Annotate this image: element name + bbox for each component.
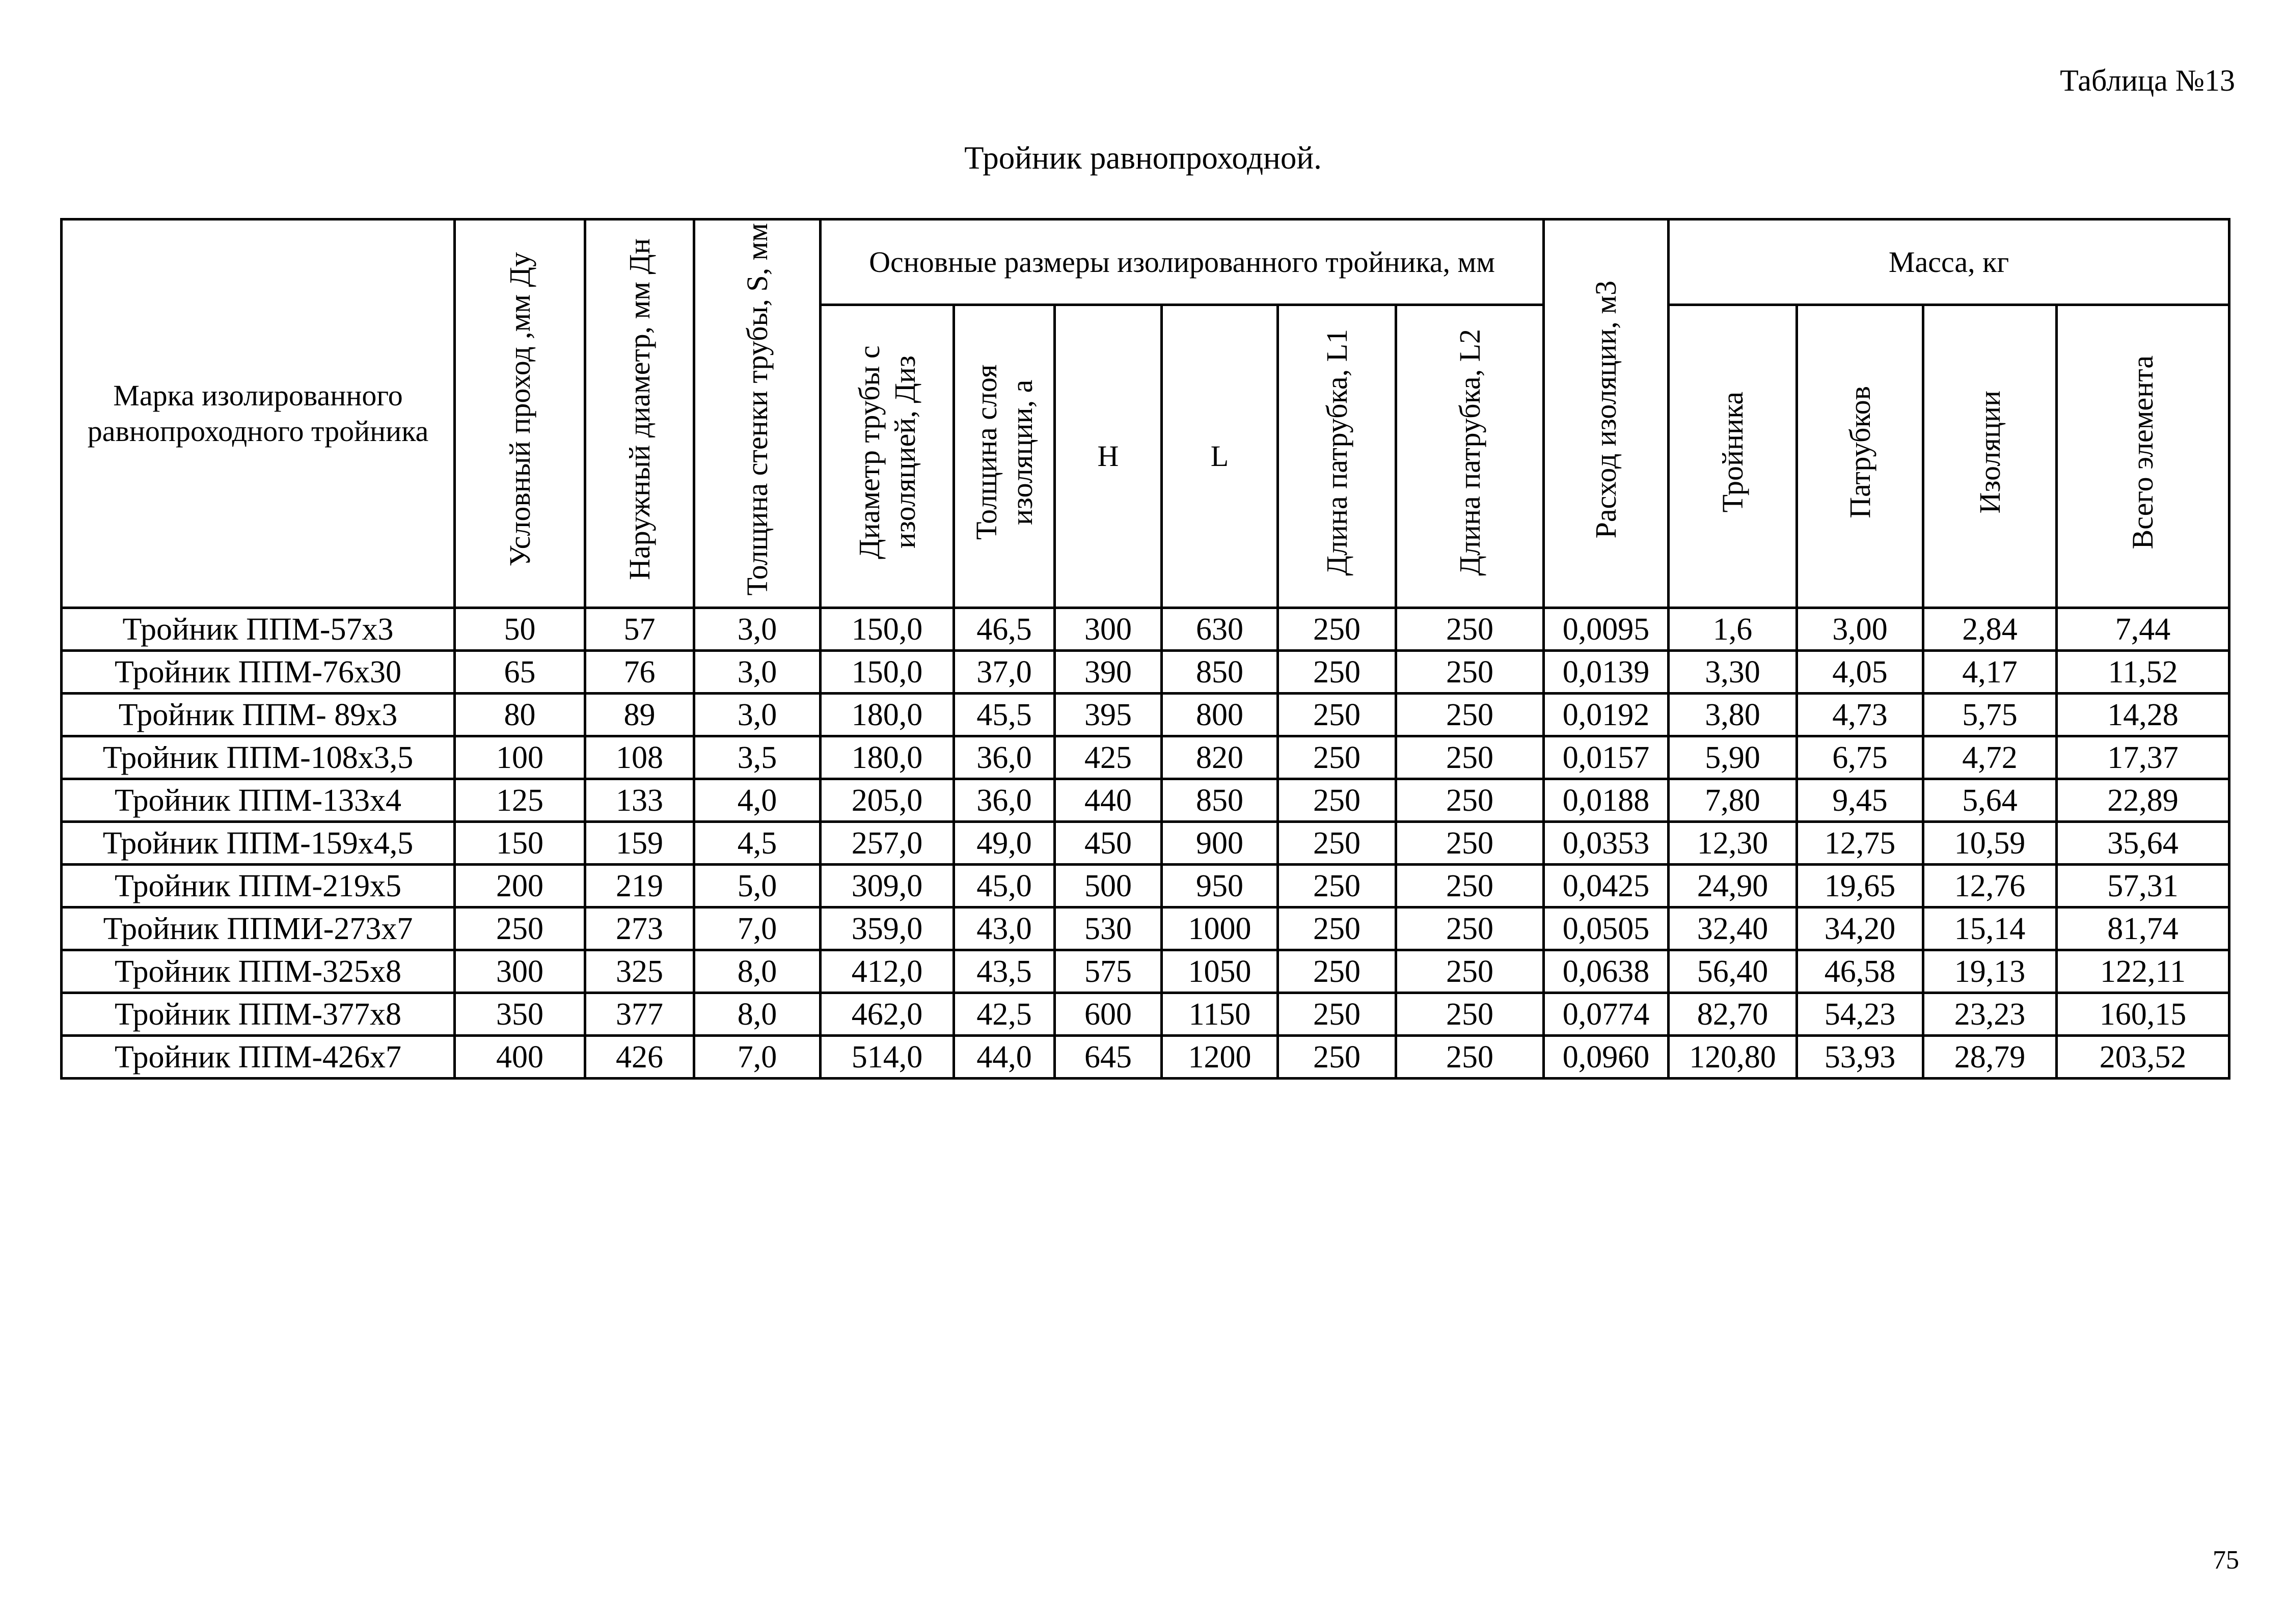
table-cell: 820	[1162, 736, 1278, 779]
tee-brand-cell: Тройник ППМ-159х4,5	[62, 822, 455, 865]
header-mass: Масса, кг	[1669, 219, 2229, 305]
tee-brand-cell: Тройник ППМ-325х8	[62, 950, 455, 993]
table-cell: 4,73	[1797, 694, 1923, 736]
header-wall-thickness: Толщина стенки трубы, S, мм	[694, 219, 821, 608]
table-cell: 3,5	[694, 736, 821, 779]
table-cell: 34,20	[1797, 907, 1923, 950]
table-cell: 377	[585, 993, 694, 1036]
table-body	[62, 608, 2229, 1079]
table-cell: 3,00	[1797, 608, 1923, 651]
tee-brand-cell: Тройник ППМ-133х4	[62, 779, 455, 822]
table-cell: 359,0	[821, 907, 954, 950]
table-cell: 500	[1055, 865, 1162, 907]
table-cell: 800	[1162, 694, 1278, 736]
table-cell: 17,37	[2057, 736, 2229, 779]
table-cell: 4,5	[694, 822, 821, 865]
table-cell: 159	[585, 822, 694, 865]
table-cell: 630	[1162, 608, 1278, 651]
header-nominal-bore: Условный проход ,мм Ду	[455, 219, 585, 608]
table-cell: 7,80	[1669, 779, 1797, 822]
table-cell: 250	[1278, 822, 1396, 865]
table-cell: 575	[1055, 950, 1162, 993]
table-cell: 900	[1162, 822, 1278, 865]
table-cell: 36,0	[954, 779, 1055, 822]
table-cell: 203,52	[2057, 1036, 2229, 1079]
table-cell: 250	[1278, 651, 1396, 694]
table-cell: 57,31	[2057, 865, 2229, 907]
table-cell: 8,0	[694, 993, 821, 1036]
table-cell: 273	[585, 907, 694, 950]
table-cell: 250	[1396, 1036, 1544, 1079]
table-cell: 462,0	[821, 993, 954, 1036]
table-cell: 81,74	[2057, 907, 2229, 950]
table-cell: 37,0	[954, 651, 1055, 694]
table-cell: 250	[1278, 950, 1396, 993]
tee-brand-cell: Тройник ППМ-57х3	[62, 608, 455, 651]
table-cell: 250	[1396, 651, 1544, 694]
table-cell: 54,23	[1797, 993, 1923, 1036]
table-cell: 0,0157	[1544, 736, 1669, 779]
table-cell: 219	[585, 865, 694, 907]
table-cell: 3,0	[694, 651, 821, 694]
table-cell: 600	[1055, 993, 1162, 1036]
header-main-dimensions: Основные размеры изолированного тройника, мм	[821, 219, 1544, 305]
table-cell: 0,0960	[1544, 1036, 1669, 1079]
table-cell: 250	[1396, 993, 1544, 1036]
table-row	[62, 907, 2229, 950]
table-cell: 205,0	[821, 779, 954, 822]
tee-brand-cell: Тройник ППМ-377х8	[62, 993, 455, 1036]
table-row	[62, 822, 2229, 865]
table-cell: 32,40	[1669, 907, 1797, 950]
table-cell: 257,0	[821, 822, 954, 865]
table-cell: 0,0774	[1544, 993, 1669, 1036]
table-cell: 850	[1162, 651, 1278, 694]
table-cell: 6,75	[1797, 736, 1923, 779]
table-cell: 49,0	[954, 822, 1055, 865]
table-cell: 133	[585, 779, 694, 822]
table-cell: 300	[1055, 608, 1162, 651]
header-brand: Марка изолированного равнопроходного тройника	[62, 219, 455, 608]
table-cell: 450	[1055, 822, 1162, 865]
table-cell: 200	[455, 865, 585, 907]
table-cell: 5,64	[1923, 779, 2057, 822]
table-cell: 3,30	[1669, 651, 1797, 694]
table-cell: 0,0192	[1544, 694, 1669, 736]
table-cell: 3,0	[694, 694, 821, 736]
table-cell: 100	[455, 736, 585, 779]
table-row	[62, 736, 2229, 779]
table-cell: 0,0139	[1544, 651, 1669, 694]
table-cell: 46,58	[1797, 950, 1923, 993]
table-cell: 8,0	[694, 950, 821, 993]
table-cell: 9,45	[1797, 779, 1923, 822]
table-row	[62, 694, 2229, 736]
header-mass-insulation: Изоляции	[1923, 305, 2057, 608]
table-cell: 412,0	[821, 950, 954, 993]
tee-brand-cell: Тройник ППМИ-273х7	[62, 907, 455, 950]
table-cell: 1000	[1162, 907, 1278, 950]
table-cell: 250	[1396, 694, 1544, 736]
table-cell: 120,80	[1669, 1036, 1797, 1079]
table-cell: 160,15	[2057, 993, 2229, 1036]
table-cell: 5,75	[1923, 694, 2057, 736]
table-cell: 80	[455, 694, 585, 736]
table-cell: 325	[585, 950, 694, 993]
table-row	[62, 1036, 2229, 1079]
table-cell: 28,79	[1923, 1036, 2057, 1079]
header-insulated-diameter: Диаметр трубы с изоляцией, Диз	[821, 305, 954, 608]
header-row-top	[62, 219, 2229, 305]
table-cell: 0,0425	[1544, 865, 1669, 907]
table-cell: 5,0	[694, 865, 821, 907]
tee-specifications-table	[60, 218, 2230, 1080]
table-cell: 250	[1278, 608, 1396, 651]
table-cell: 12,75	[1797, 822, 1923, 865]
table-cell: 4,0	[694, 779, 821, 822]
table-number: Таблица №13	[2060, 64, 2235, 97]
table-cell: 1150	[1162, 993, 1278, 1036]
table-cell: 250	[1278, 993, 1396, 1036]
table-row	[62, 865, 2229, 907]
table-cell: 950	[1162, 865, 1278, 907]
table-cell: 250	[1278, 865, 1396, 907]
table-cell: 150,0	[821, 651, 954, 694]
table-cell: 11,52	[2057, 651, 2229, 694]
table-cell: 425	[1055, 736, 1162, 779]
table-row	[62, 651, 2229, 694]
table-cell: 250	[1278, 694, 1396, 736]
header-branch-length-l2: Длина патрубка, L2	[1396, 305, 1544, 608]
table-cell: 250	[1396, 822, 1544, 865]
table-cell: 0,0638	[1544, 950, 1669, 993]
table-cell: 14,28	[2057, 694, 2229, 736]
table-cell: 250	[1396, 950, 1544, 993]
table-cell: 125	[455, 779, 585, 822]
table-cell: 50	[455, 608, 585, 651]
table-cell: 43,0	[954, 907, 1055, 950]
table-cell: 7,44	[2057, 608, 2229, 651]
table-cell: 0,0095	[1544, 608, 1669, 651]
table-cell: 65	[455, 651, 585, 694]
table-cell: 250	[1396, 779, 1544, 822]
table-cell: 309,0	[821, 865, 954, 907]
table-cell: 10,59	[1923, 822, 2057, 865]
table-cell: 250	[455, 907, 585, 950]
table-cell: 76	[585, 651, 694, 694]
table-row	[62, 779, 2229, 822]
table-cell: 395	[1055, 694, 1162, 736]
table-cell: 22,89	[2057, 779, 2229, 822]
table-cell: 43,5	[954, 950, 1055, 993]
header-l: L	[1162, 305, 1278, 608]
table-cell: 300	[455, 950, 585, 993]
table-cell: 3,80	[1669, 694, 1797, 736]
table-cell: 350	[455, 993, 585, 1036]
table-cell: 7,0	[694, 1036, 821, 1079]
table-cell: 89	[585, 694, 694, 736]
table-cell: 19,13	[1923, 950, 2057, 993]
table-cell: 250	[1278, 907, 1396, 950]
table-cell: 390	[1055, 651, 1162, 694]
table-cell: 400	[455, 1036, 585, 1079]
table-cell: 2,84	[1923, 608, 2057, 651]
tee-brand-cell: Тройник ППМ-219х5	[62, 865, 455, 907]
table-cell: 35,64	[2057, 822, 2229, 865]
table-cell: 1200	[1162, 1036, 1278, 1079]
table-cell: 44,0	[954, 1036, 1055, 1079]
table-cell: 122,11	[2057, 950, 2229, 993]
table-cell: 250	[1278, 779, 1396, 822]
table-row	[62, 950, 2229, 993]
page-number: 75	[2213, 1546, 2239, 1575]
table-cell: 645	[1055, 1036, 1162, 1079]
table-row	[62, 993, 2229, 1036]
table-cell: 23,23	[1923, 993, 2057, 1036]
table-cell: 426	[585, 1036, 694, 1079]
table-cell: 24,90	[1669, 865, 1797, 907]
table-cell: 850	[1162, 779, 1278, 822]
tee-brand-cell: Тройник ППМ- 89х3	[62, 694, 455, 736]
table-cell: 19,65	[1797, 865, 1923, 907]
tee-brand-cell: Тройник ППМ-76х30	[62, 651, 455, 694]
table-cell: 42,5	[954, 993, 1055, 1036]
header-mass-branches: Патрубков	[1797, 305, 1923, 608]
header-insulation-thickness: Толщина слоя изоляции, а	[954, 305, 1055, 608]
table-cell: 250	[1396, 608, 1544, 651]
table-cell: 4,72	[1923, 736, 2057, 779]
table-cell: 1,6	[1669, 608, 1797, 651]
table-cell: 45,0	[954, 865, 1055, 907]
header-mass-tee: Тройника	[1669, 305, 1797, 608]
table-cell: 7,0	[694, 907, 821, 950]
header-insulation-consumption: Расход изоляции, м3	[1544, 219, 1669, 608]
table-cell: 108	[585, 736, 694, 779]
header-mass-total: Всего элемента	[2057, 305, 2229, 608]
table-cell: 4,05	[1797, 651, 1923, 694]
table-row	[62, 608, 2229, 651]
table-cell: 180,0	[821, 736, 954, 779]
header-branch-length-l1: Длина патрубка, L1	[1278, 305, 1396, 608]
table-cell: 0,0353	[1544, 822, 1669, 865]
table-cell: 82,70	[1669, 993, 1797, 1036]
table-cell: 3,0	[694, 608, 821, 651]
table-cell: 4,17	[1923, 651, 2057, 694]
table-cell: 15,14	[1923, 907, 2057, 950]
table-cell: 150	[455, 822, 585, 865]
table-cell: 45,5	[954, 694, 1055, 736]
header-h: H	[1055, 305, 1162, 608]
table-cell: 36,0	[954, 736, 1055, 779]
table-cell: 250	[1278, 736, 1396, 779]
table-cell: 250	[1396, 865, 1544, 907]
table-cell: 0,0188	[1544, 779, 1669, 822]
table-cell: 12,76	[1923, 865, 2057, 907]
table-cell: 0,0505	[1544, 907, 1669, 950]
table-cell: 250	[1396, 736, 1544, 779]
table-cell: 53,93	[1797, 1036, 1923, 1079]
tee-brand-cell: Тройник ППМ-108х3,5	[62, 736, 455, 779]
table-cell: 250	[1396, 907, 1544, 950]
table-cell: 150,0	[821, 608, 954, 651]
table-cell: 56,40	[1669, 950, 1797, 993]
table-cell: 57	[585, 608, 694, 651]
table-cell: 1050	[1162, 950, 1278, 993]
table-cell: 12,30	[1669, 822, 1797, 865]
header-outer-diameter: Наружный диаметр, мм Дн	[585, 219, 694, 608]
table-cell: 514,0	[821, 1036, 954, 1079]
table-cell: 530	[1055, 907, 1162, 950]
tee-brand-cell: Тройник ППМ-426х7	[62, 1036, 455, 1079]
table-cell: 250	[1278, 1036, 1396, 1079]
table-cell: 5,90	[1669, 736, 1797, 779]
table-cell: 180,0	[821, 694, 954, 736]
table-cell: 440	[1055, 779, 1162, 822]
document-title: Тройник равнопроходной.	[964, 140, 1322, 176]
table-cell: 46,5	[954, 608, 1055, 651]
